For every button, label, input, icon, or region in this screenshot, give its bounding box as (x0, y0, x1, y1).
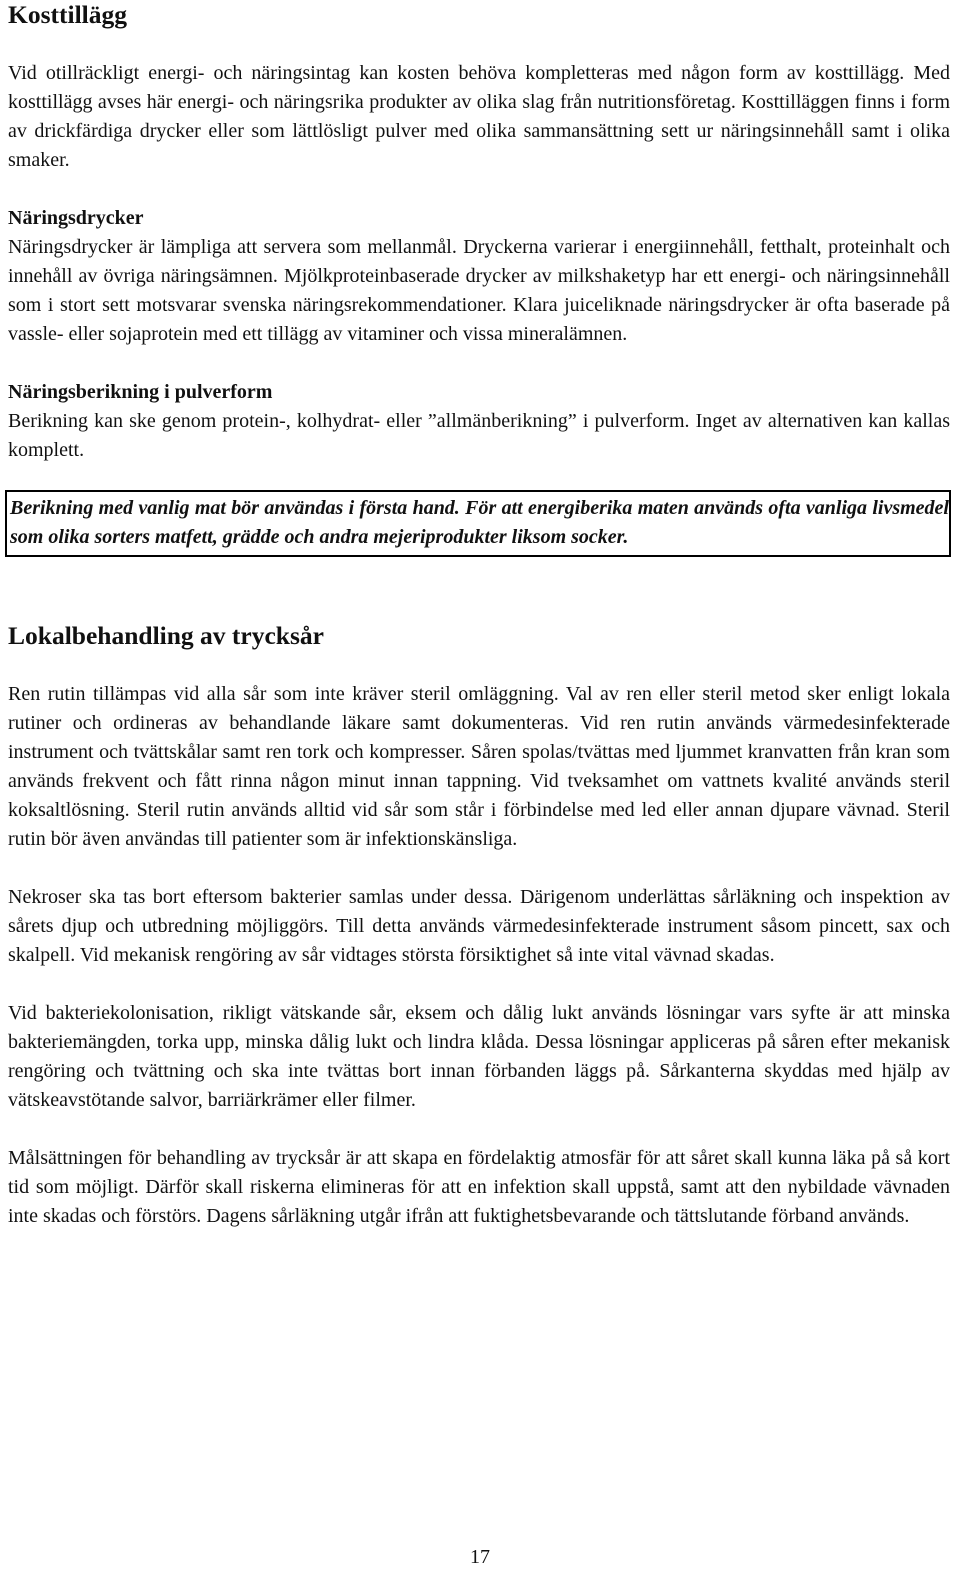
callout-box: Berikning med vanlig mat bör användas i första hand. För att energiberika maten används ofta vanliga livsmedel som olika sorters matfett, grädde och andra mejeriprodukter liksom socker. (5, 490, 951, 557)
paragraph-lokalbehandling-4: Målsättningen för behandling av trycksår är att skapa en fördelaktig atmosfär för att såret skall kunna läka på så kort tid som möjligt. Därför skall riskerna elimineras för att en infektion skall uppstå, samt att den nybildade vävnaden inte skadas och förstörs. Dagens sårläkning utgår ifrån att fuktighetsbevarande och tättslutande förband används. (8, 1147, 950, 1227)
document-page (8, 0, 950, 1231)
paragraph-naringsdrycker: Näringsdrycker är lämpliga att servera som mellanmål. Dryckerna varierar i energiinnehåll, fetthalt, proteinhalt och innehåll av övriga näringsämnen. Mjölkproteinbaserade drycker av milkshaketyp har ett energi- och näringsinnehåll som i stort sett motsvarar svenska näringsrekommendationer. Klara juiceliknade näringsdrycker är ofta baserade på vassle- eller sojaprotein med ett tillägg av vitaminer och vissa mineralämnen. (8, 236, 950, 345)
section-title-lokalbehandling: Lokalbehandling av trycksår (8, 621, 324, 650)
paragraph-kosttillagg-intro: Vid otillräckligt energi- och näringsintag kan kosten behöva kompletteras med någon form av kosttillägg. Med kosttillägg avses här energi- och näringsrika produkter av olika slag från nutritionsföretag. Kosttilläggen finns i form av drickfärdiga drycker eller som lättlösligt pulver med olika sammansättning sett ur näringsinnehåll samt i olika smaker. (8, 62, 950, 171)
paragraph-lokalbehandling-3: Vid bakteriekolonisation, rikligt vätskande sår, eksem och dålig lukt används lösningar vars syfte är att minska bakteriemängden, torka upp, minska dålig lukt och lindra klåda. Dessa lösningar appliceras på såren efter mekanisk rengöring och tvättning och ska inte tvättas bort innan förbanden läggs på. Sårkanterna skyddas med hjälp av vätskeavstötande salvor, barriärkrämer eller filmer. (8, 1002, 950, 1111)
subheading-naringsdrycker: Näringsdrycker (8, 207, 144, 229)
subheading-naringsberikning: Näringsberikning i pulverform (8, 381, 273, 403)
paragraph-lokalbehandling-1: Ren rutin tillämpas vid alla sår som inte kräver steril omläggning. Val av ren eller steril metod sker enligt lokala rutiner och ordineras av behandlande läkare samt dokumenteras. Vid ren rutin används värmedesinfekterade instrument och tvättskålar samt ren tork och kompresser. Såren spolas/tvättas med ljummet kranvatten från kran som används frekvent och fått rinna någon minut innan tappning. Vid tveksamhet om vattnets kvalité används steril koksaltlösning. Steril rutin används alltid vid sår som står i förbindelse med led eller annan djupare vävnad. Steril rutin bör även användas till patienter som är infektionskänsliga. (8, 683, 950, 850)
page-number: 17 (470, 1546, 490, 1568)
section-title-kosttillagg: Kosttillägg (8, 0, 127, 29)
paragraph-lokalbehandling-2: Nekroser ska tas bort eftersom bakterier samlas under dessa. Därigenom underlättas sårläkning och inspektion av sårets djup och utbredning möjliggörs. Till detta används värmedesinfekterade instrument såsom pincett, sax och skalpell. Vid mekanisk rengöring av sår vidtages största försiktighet så inte vital vävnad skadas. (8, 886, 950, 966)
paragraph-naringsberikning: Berikning kan ske genom protein-, kolhydrat- eller ”allmänberikning” i pulverform. Inget av alternativen kan kallas komplett. (8, 410, 950, 461)
